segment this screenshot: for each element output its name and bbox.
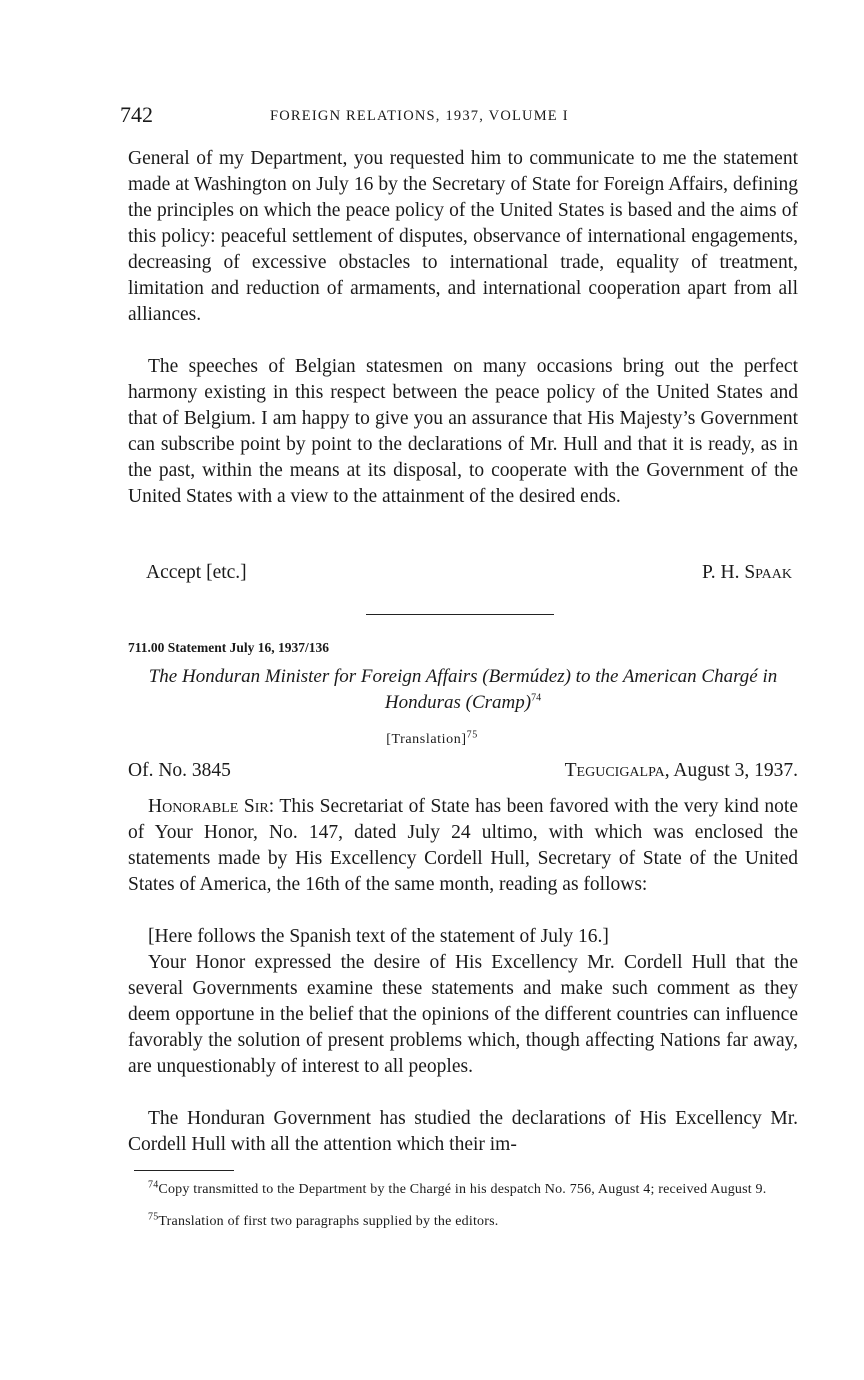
document2-paragraph-2: [Here follows the Spanish text of the statement of July 16.] bbox=[148, 926, 609, 947]
document2-paragraph-1 bbox=[128, 794, 798, 898]
office-number: Of. No. 3845 bbox=[128, 760, 231, 781]
file-number: 711.00 Statement July 16, 1937/136 bbox=[128, 640, 329, 655]
document2-paragraph-4: The Honduran Government has studied the declarations of His Excellency Mr. Cordell Hull with all the attention which their im- bbox=[128, 1108, 798, 1155]
page-number: 742 bbox=[120, 102, 153, 127]
footnote-divider bbox=[134, 1170, 234, 1171]
footnote-74-text: Copy transmitted to the Department by the Chargé in his despatch No. 756, August 4; received August 9. bbox=[158, 1182, 767, 1197]
running-head: FOREIGN RELATIONS, 1937, VOLUME I bbox=[270, 108, 569, 124]
translation-text: [Translation] bbox=[386, 732, 467, 747]
place-date bbox=[565, 760, 798, 782]
paragraph-1-text: This Secretariat of State has been favored with the very kind note of Your Honor, No. 147, dated July 24 ultimo, with which was enclosed the statements made by His Excellency Cordell Hull, Secretary of State of the United States of America, the 16th of the same month, reading as follows: bbox=[128, 796, 798, 895]
document-title bbox=[128, 664, 798, 716]
footnote-74-marker: 74 bbox=[148, 1179, 159, 1191]
footnote-75-marker: 75 bbox=[148, 1211, 159, 1223]
date: August 3, 1937. bbox=[673, 760, 798, 781]
translation-label bbox=[0, 729, 864, 748]
salutation: Honorable Sir: bbox=[148, 796, 275, 817]
letter1-paragraph-1: General of my Department, you requested him to communicate to me the statement made at Washington on July 16 by the Secretary of State for Foreign Affairs, defining the principles on which the peace policy of the United States is based and the aims of this policy: peaceful settlement of disputes, observance of international engagements, decreasing of excessive obstacles to international trade, equality of treatment, limitation and reduction of armaments, and international cooperation apart from all alliances. bbox=[128, 148, 798, 325]
place: Tegucigalpa, bbox=[564, 760, 670, 781]
document-title-text: The Honduran Minister for Foreign Affairs (Bermúdez) to the American Chargé in Honduras (Cramp) bbox=[148, 666, 778, 713]
closing-row bbox=[146, 562, 792, 588]
footnote-ref-74: 74 bbox=[531, 692, 542, 704]
footnote-75 bbox=[134, 1211, 798, 1230]
footnote-ref-75: 75 bbox=[466, 729, 478, 741]
closing-text: Accept [etc.] bbox=[146, 562, 247, 583]
footnote-75-text: Translation of first two paragraphs supplied by the editors. bbox=[158, 1214, 499, 1229]
footnote-74 bbox=[134, 1179, 798, 1198]
letter1-paragraph-2: The speeches of Belgian statesmen on many occasions bring out the perfect harmony existing in this respect between the peace policy of the United States and that of Belgium. I am happy to give you an assurance that His Majesty’s Government can subscribe point by point to the declarations of Mr. Hull and that it is ready, as in the past, within the means at its disposal, to cooperate with the Government of the United States with a view to the attainment of the desired ends. bbox=[128, 356, 798, 507]
page-header bbox=[120, 102, 800, 132]
reference-row bbox=[128, 760, 798, 786]
document2-paragraph-3: Your Honor expressed the desire of His Excellency Mr. Cordell Hull that the several Governments examine these statements and make such comment as they deem opportune in the belief that the opinions of the different countries can influence favorably the solution of present problems which, though affecting Nations far away, are unquestionably of interest to all peoples. bbox=[128, 952, 798, 1077]
signature: P. H. Spaak bbox=[702, 562, 792, 583]
section-divider bbox=[366, 614, 554, 615]
